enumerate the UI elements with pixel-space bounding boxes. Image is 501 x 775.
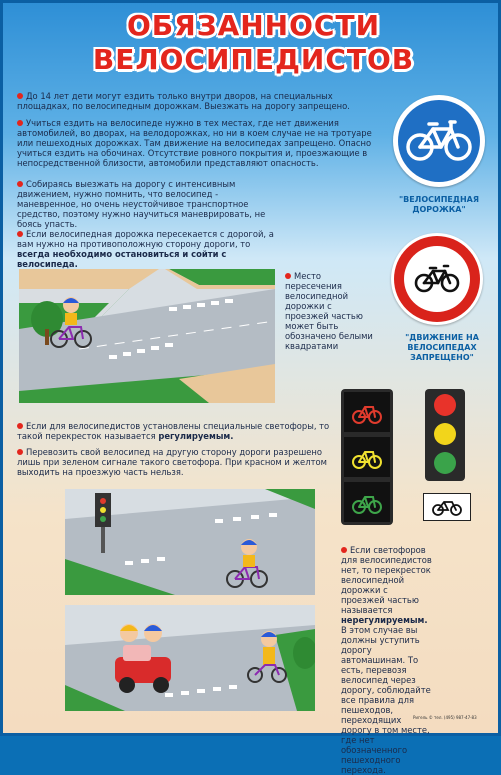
regulated-crossing-illustration <box>65 489 315 595</box>
crossing-note <box>285 271 377 351</box>
bullet-icon <box>285 273 291 279</box>
bicycle-traffic-light <box>341 389 393 525</box>
paragraph-7-bold: нерегулируемым <box>341 615 425 625</box>
bullet-icon <box>17 120 23 126</box>
paragraph-2 <box>17 118 377 168</box>
paragraph-2-text: Учиться ездить на велосипеде нужно в тех местах, где нет движения автомобилей, во дворах, на велодорожках, но ни в коем случае не на тротуаре или пешеходных дорожках. Там движение на велосипедах запрещено. Опасно учиться ездить на обочинах. Отсутствие ровного покрытия и, проезжающие в непосредственной близости, автомобили представляют опасность. <box>17 118 372 168</box>
traffic-light-graphic <box>425 389 465 481</box>
paragraph-1-text: До 14 лет дети могут ездить только внутри дворов, на специальных площадках, по велосипедным дорожкам. Выезжать на дорогу запрещено. <box>17 91 350 111</box>
bullet-icon <box>17 231 23 237</box>
bullet-icon <box>17 93 23 99</box>
paragraph-4-text: Если велосипедная дорожка пересекается с дорогой, а вам нужно на противоположную сторону дороги, то <box>17 229 274 249</box>
footer-publisher: Ригель © тел. (495) 987-47-83 <box>413 715 477 720</box>
bullet-icon <box>17 423 23 429</box>
paragraph-7-text-a: Если светофоров для велосипедистов нет, то перекресток велосипедной дорожки с проезжей частью называется <box>341 545 432 615</box>
bicycle-icon <box>424 494 470 520</box>
crossing-scene <box>19 269 275 403</box>
unregulated-crossing-illustration <box>65 605 315 711</box>
paragraph-4: Если велосипедная дорожка пересекается с дорогой, а вам нужно на противоположную сторону дороги, то всегда необходимо остановиться и сойти с велосипеда. <box>17 229 274 269</box>
paragraph-7-text-b: В этом случае вы должны уступить дорогу автомашинам. То есть, перевозя велосипед через дорогу, соблюдайте все правила для пешеходов, переходящих дорогу в том месте, где нет обозначенного пешеходного перехода. <box>341 625 431 775</box>
paragraph-4-bold: всегда необходимо остановиться и сойти с велосипеда <box>17 249 227 269</box>
paragraph-3-text: Собираясь выезжать на дорогу с интенсивным движением, нужно помнить, что велосипед - маневренное, но очень неустойчивое транспортное средство, поэтому нужно научиться маневрировать, не боясь упасть. <box>17 179 266 229</box>
title-line-2: ВЕЛОСИПЕДИСТОВ <box>92 43 415 76</box>
unregulated-scene <box>65 605 315 711</box>
paragraph-1 <box>17 91 377 111</box>
paragraph-6 <box>17 447 337 477</box>
title-line-1: ОБЯЗАННОСТИ <box>126 9 381 42</box>
traffic-light-graphic <box>341 389 393 525</box>
no-bikes-sign <box>391 233 483 325</box>
bike-lane-sign <box>393 95 485 187</box>
traffic-light <box>425 389 465 481</box>
regulated-scene <box>65 489 315 595</box>
paragraph-3 <box>17 179 275 229</box>
bicycle-plate-sign <box>423 493 471 521</box>
bullet-icon <box>17 449 23 455</box>
paragraph-6-text: Перевозить свой велосипед на другую сторону дороги разрешено лишь при зеленом сигнале такого светофора. При красном и желтом выходить на проезжую часть нельзя. <box>17 447 327 477</box>
paragraph-7: Если светофоров для велосипедистов нет, то перекресток велосипедной дорожки с проезжей частью называется нерегулируемым. В этом случае вы должны уступить дорогу автомашинам. То есть, перевозя велосипед через дорогу, соблюдайте все правила для пешеходов, переходящих дорогу в том месте, где нет обозначенного пешеходного перехода. <box>341 545 432 775</box>
paragraph-5-text: Если для велосипедистов установлены специальные светофоры, то такой перекресток называется <box>17 421 330 441</box>
bullet-icon <box>341 547 347 553</box>
paragraph-5: Если для велосипедистов установлены специальные светофоры, то такой перекресток называется регулируемым. <box>17 421 330 441</box>
no-bikes-caption: "ДВИЖЕНИЕ НА ВЕЛОСИПЕДАХ ЗАПРЕЩЕНО" <box>405 333 479 362</box>
crossing-illustration <box>19 269 275 403</box>
bicycle-icon <box>393 95 485 187</box>
bullet-icon <box>17 181 23 187</box>
paragraph-5-bold: регулируемым <box>158 431 231 441</box>
bicycle-icon <box>391 233 483 325</box>
crossing-note-text: Место пересечения велосипедной дорожки с проезжей частью может быть обозначено белыми квадратами <box>285 271 373 351</box>
bike-lane-caption: "ВЕЛОСИПЕДНАЯ ДОРОЖКА" <box>398 195 480 214</box>
